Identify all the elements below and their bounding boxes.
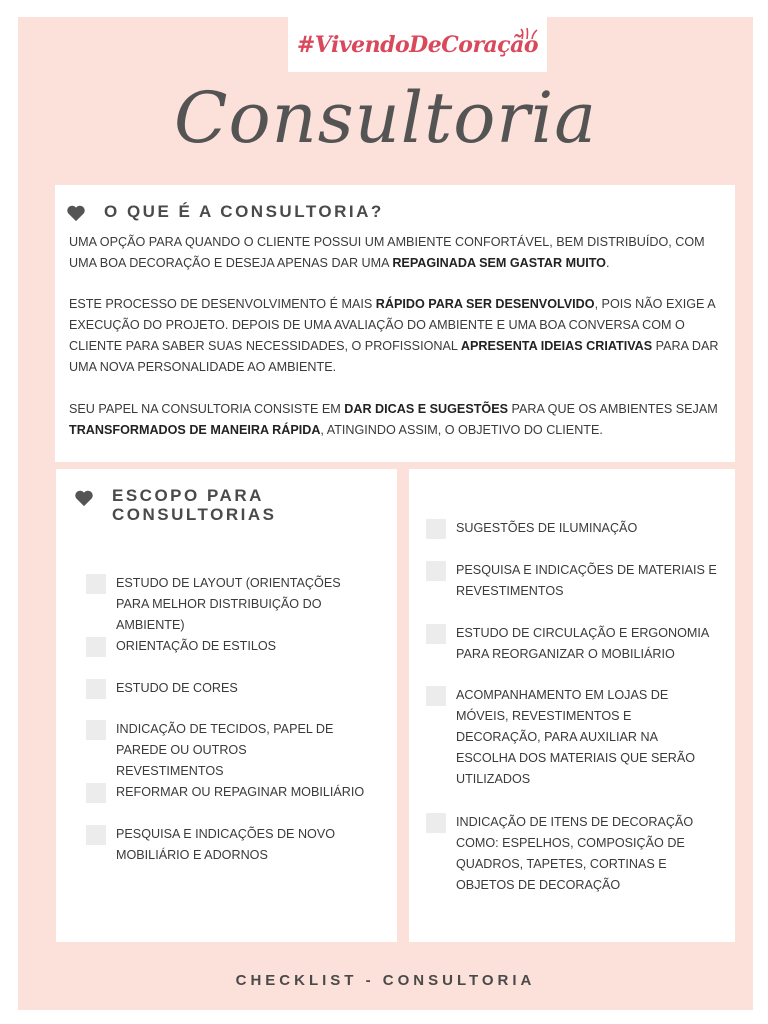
checkbox[interactable] [86, 783, 106, 803]
checklist-item[interactable]: ESTUDO DE CIRCULAÇÃO E ERGONOMIA PARA REORGANIZAR O MOBILIÁRIO [426, 623, 726, 665]
checklist-item[interactable]: PESQUISA E INDICAÇÕES DE MATERIAIS E REVESTIMENTOS [426, 560, 726, 602]
checkbox[interactable] [426, 561, 446, 581]
sprout-icon [520, 28, 538, 40]
checklist-item[interactable]: ORIENTAÇÃO DE ESTILOS [86, 636, 376, 657]
checklist-item[interactable]: SUGESTÕES DE ILUMINAÇÃO [426, 518, 721, 539]
what-is-card [55, 185, 735, 462]
brand-hashtag: #VivendoDeCoração [296, 31, 539, 58]
footer-label: CHECKLIST - CONSULTORIA [235, 972, 536, 989]
what-is-heading: O QUE É A CONSULTORIA? [104, 202, 384, 221]
scope-heading: ESCOPO PARA CONSULTORIAS [112, 486, 277, 524]
scope-right-card [409, 469, 735, 942]
checklist-item[interactable]: ESTUDO DE LAYOUT (ORIENTAÇÕES PARA MELHOR DISTRIBUIÇÃO DO AMBIENTE) [86, 573, 376, 636]
heart-icon [73, 489, 95, 507]
checklist-item[interactable]: ESTUDO DE CORES [86, 678, 376, 699]
checkbox[interactable] [426, 686, 446, 706]
checklist-item[interactable]: INDICAÇÃO DE ITENS DE DECORAÇÃO COMO: ESPELHOS, COMPOSIÇÃO DE QUADROS, TAPETES, CORTINAS E OBJETOS DE DECORAÇÃO [426, 812, 716, 896]
brand-banner [288, 17, 547, 72]
what-is-paragraph-2: ESTE PROCESSO DE DESENVOLVIMENTO É MAIS RÁPIDO PARA SER DESENVOLVIDO, POIS NÃO EXIGE A EXECUÇÃO DO PROJETO. DEPOIS DE UMA AVALIAÇÃO DO AMBIENTE E UMA BOA CONVERSA COM O CLIENTE PARA SABER SUAS NECESSIDADES, O PROFISSIONAL APRESENTA IDEIAS CRIATIVAS PARA DAR UMA NOVA PERSONALIDADE AO AMBIENTE. [69, 297, 719, 374]
what-is-paragraph-3: SEU PAPEL NA CONSULTORIA CONSISTE EM DAR DICAS E SUGESTÕES PARA QUE OS AMBIENTES SEJAM TRANSFORMADOS DE MANEIRA RÁPIDA, ATINGINDO ASSIM, O OBJETIVO DO CLIENTE. [69, 402, 718, 437]
scope-left-card [56, 469, 397, 942]
checkbox[interactable] [86, 825, 106, 845]
checklist-item[interactable]: ACOMPANHAMENTO EM LOJAS DE MÓVEIS, REVESTIMENTOS E DECORAÇÃO, PARA AUXILIAR NA ESCOLHA DOS MATERIAIS QUE SERÃO UTILIZADOS [426, 685, 711, 790]
page-frame [18, 17, 753, 1010]
checkbox[interactable] [426, 519, 446, 539]
checklist-item[interactable]: REFORMAR OU REPAGINAR MOBILIÁRIO [86, 782, 376, 803]
checklist-item[interactable]: INDICAÇÃO DE TECIDOS, PAPEL DE PAREDE OU OUTROS REVESTIMENTOS [86, 719, 356, 782]
checkbox[interactable] [86, 574, 106, 594]
checklist-item[interactable]: PESQUISA E INDICAÇÕES DE NOVO MOBILIÁRIO E ADORNOS [86, 824, 356, 866]
checkbox[interactable] [86, 679, 106, 699]
checkbox[interactable] [426, 813, 446, 833]
checkbox[interactable] [86, 637, 106, 657]
checkbox[interactable] [426, 624, 446, 644]
page-title: Consultoria [173, 77, 598, 159]
checkbox[interactable] [86, 720, 106, 740]
heart-icon [65, 204, 87, 222]
what-is-paragraph-1: UMA OPÇÃO PARA QUANDO O CLIENTE POSSUI UM AMBIENTE CONFORTÁVEL, BEM DISTRIBUÍDO, COM UMA BOA DECORAÇÃO E DESEJA APENAS DAR UMA REPAGINADA SEM GASTAR MUITO. [69, 235, 705, 270]
